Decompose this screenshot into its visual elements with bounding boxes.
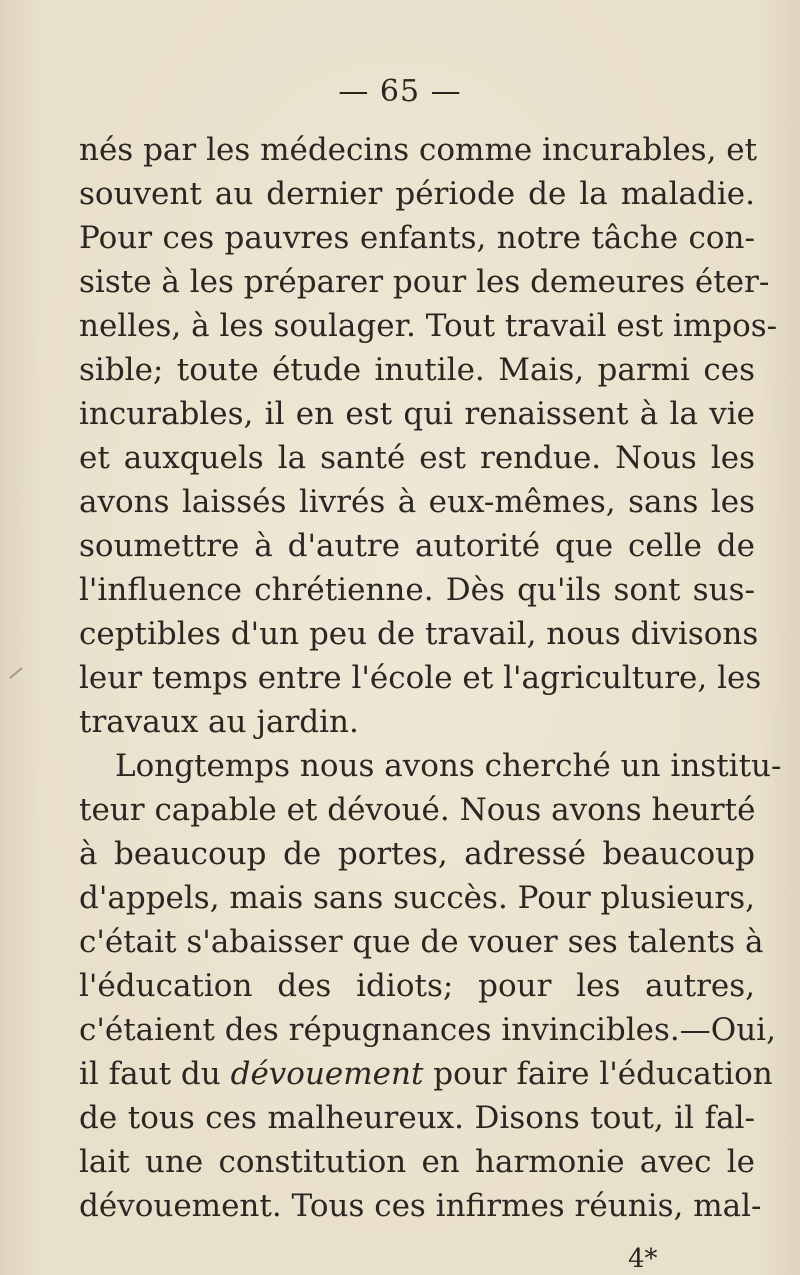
emphasized-word: dévouement	[230, 1056, 424, 1092]
body-text	[79, 128, 782, 1228]
text-line: nés par les médecins comme incurables, et	[79, 132, 758, 168]
text-fragment: il faut du	[79, 1056, 231, 1092]
text-line: Pour ces pauvres enfants, notre tâche con-	[79, 220, 755, 256]
text-line: l'éducation des idiots; pour les autres,	[79, 968, 755, 1004]
margin-tick-mark	[9, 667, 23, 679]
text-line: c'était s'abaisser que de vouer ses talents à	[79, 924, 764, 960]
text-line: ceptibles d'un peu de travail, nous divisons	[79, 616, 759, 652]
text-fragment: pour faire l'éducation	[423, 1056, 773, 1092]
text-line: lait une constitution en harmonie avec le	[79, 1144, 755, 1180]
text-line: nelles, à les soulager. Tout travail est impos-	[79, 308, 778, 344]
text-line: de tous ces malheureux. Disons tout, il fal-	[79, 1100, 755, 1136]
text-line: avons laissés livrés à eux-mêmes, sans les	[79, 484, 755, 520]
text-line: teur capable et dévoué. Nous avons heurté	[79, 792, 756, 828]
text-line-with-emphasis	[79, 1052, 773, 1096]
text-line: et auxquels la santé est rendue. Nous les	[79, 440, 755, 476]
page-number: — 65 —	[338, 74, 462, 109]
text-line: dévouement. Tous ces infirmes réunis, mal-	[79, 1188, 762, 1224]
text-line: à beaucoup de portes, adressé beaucoup	[79, 836, 755, 872]
text-line: sible; toute étude inutile. Mais, parmi ces	[79, 352, 755, 388]
text-line: soumettre à d'autre autorité que celle de	[79, 528, 755, 564]
paragraph-end-line: travaux au jardin.	[79, 704, 359, 740]
signature-mark: 4*	[628, 1244, 658, 1274]
paragraph-start-line: Longtemps nous avons cherché un institu-	[115, 748, 782, 784]
text-line: souvent au dernier période de la maladie.	[79, 176, 755, 212]
text-line: incurables, il en est qui renaissent à la vie	[79, 396, 755, 432]
text-line: l'influence chrétienne. Dès qu'ils sont sus-	[79, 572, 755, 608]
text-line: leur temps entre l'école et l'agriculture, les	[79, 660, 762, 696]
text-line: siste à les préparer pour les demeures éter-	[79, 264, 770, 300]
text-line: c'étaient des répugnances invincibles.—Oui,	[79, 1012, 776, 1048]
text-line: d'appels, mais sans succès. Pour plusieurs,	[79, 880, 755, 916]
